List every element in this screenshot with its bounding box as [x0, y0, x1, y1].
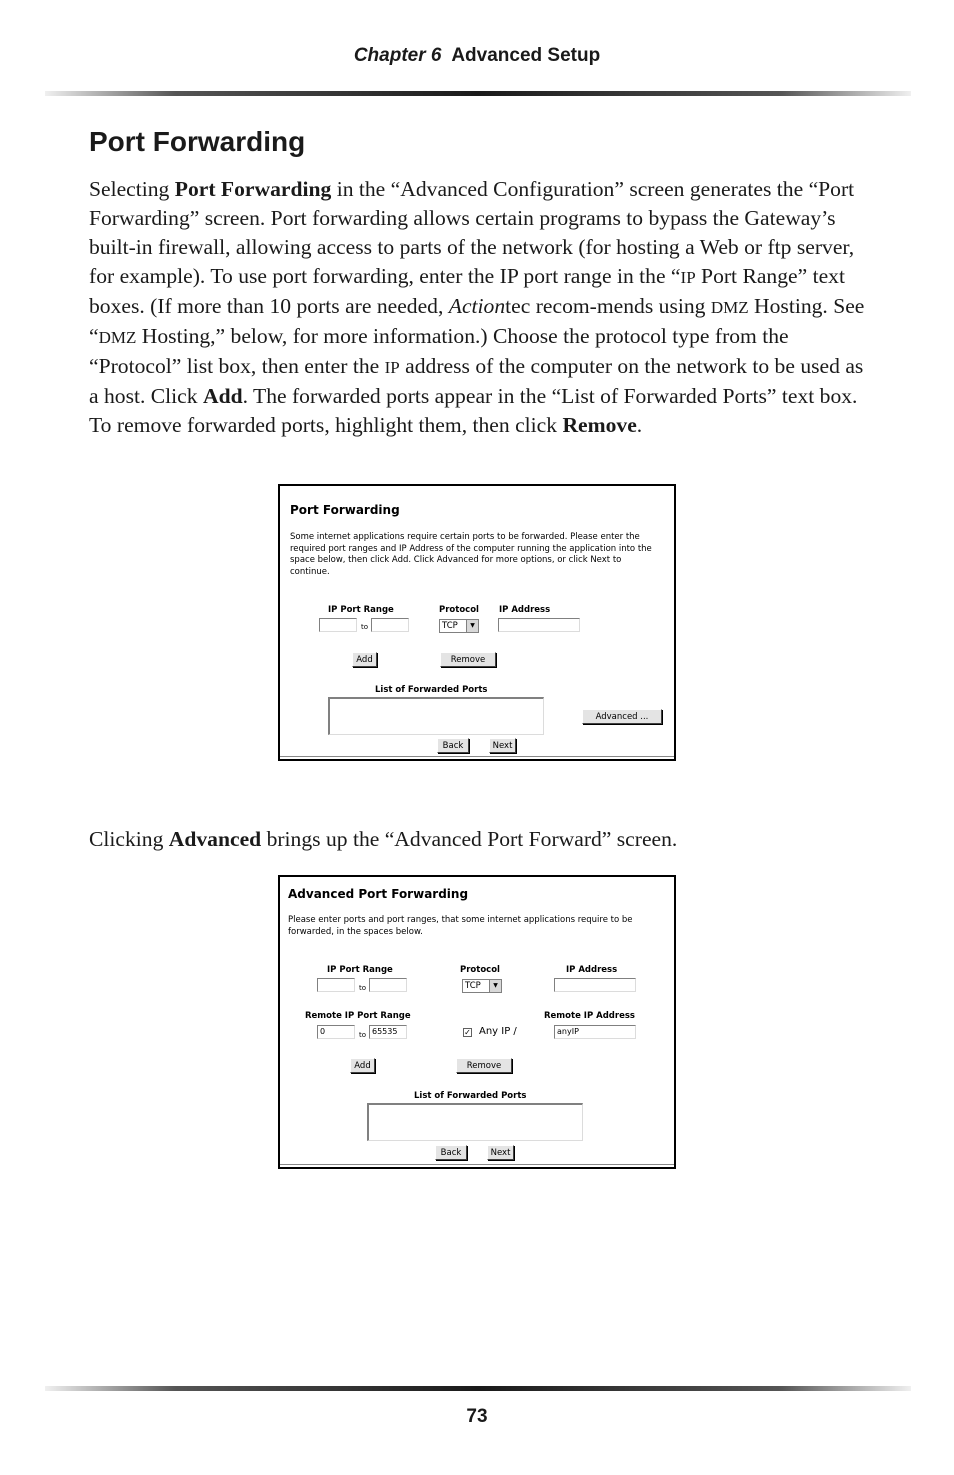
- screen-bottom-rule: [280, 1164, 674, 1165]
- port-start-input[interactable]: [319, 618, 357, 632]
- chapter-title: Advanced Setup: [451, 45, 601, 66]
- protocol-select[interactable]: TCP ▼: [462, 979, 502, 993]
- paragraph-3: Clicking Advanced brings up the “Advanced Port Forward” screen.: [89, 827, 678, 851]
- port-end-input[interactable]: [371, 618, 409, 632]
- chapter-label: Chapter 6: [353, 45, 442, 66]
- port-forwarding-screenshot: [278, 484, 676, 761]
- screen-description: Please enter ports and port ranges, that some internet applications require to be forwarded, in the spaces below.: [288, 915, 633, 937]
- next-button[interactable]: Next: [489, 738, 516, 753]
- port-start-input[interactable]: [317, 978, 355, 992]
- protocol-select[interactable]: TCP ▼: [439, 619, 479, 633]
- protocol-label: Protocol: [439, 605, 479, 615]
- protocol-label: Protocol: [460, 965, 500, 975]
- screen-description: Some internet applications require certain ports to be forwarded. Please enter the required port ranges and IP Address of the computer running the application into the space below, then click Add. Click Advanced for more options, or click Next to continue.: [290, 532, 652, 577]
- advanced-button[interactable]: Advanced ...: [582, 709, 662, 724]
- remove-button[interactable]: Remove: [440, 652, 496, 667]
- running-header: [0, 45, 954, 67]
- ip-address-input[interactable]: [498, 618, 580, 632]
- add-button[interactable]: Add: [352, 652, 377, 667]
- advanced-port-forwarding-screenshot: [278, 875, 676, 1169]
- remote-ip-input[interactable]: anyIP: [554, 1025, 636, 1039]
- screen-title: Advanced Port Forwarding: [288, 887, 469, 901]
- back-button[interactable]: Back: [437, 738, 469, 753]
- remove-button[interactable]: Remove: [456, 1058, 512, 1073]
- header-rule: [45, 91, 911, 96]
- footer-rule: [45, 1386, 911, 1391]
- add-button[interactable]: Add: [350, 1058, 375, 1073]
- remote-ip-label: Remote IP Address: [544, 1011, 635, 1021]
- chevron-down-icon: ▼: [489, 980, 501, 992]
- paragraph-1: Selecting Port Forwarding in the “Advanced Configuration” screen generates the “Port Forwarding” screen. Port forwarding allows certain programs to bypass the Gateway’s built-in firewall, allowing access to parts of the network (for hosting a Web or ftp server, for example). To use port forwarding, enter the IP port range in the “IP Port Range” text boxes. (If more than 10 ports are needed, Actiontec recom-mends using DMZ Hosting. See “DMZ Hosting,” below, for more information.) Choose the protocol type from the “Protocol” list box, then enter the IP address of the computer on the network to be used as a host. Click Add. The forwarded ports appear in the “List of Forwarded Ports” text box.: [89, 177, 865, 408]
- to-label: to: [359, 1031, 367, 1039]
- remote-port-range-label: Remote IP Port Range: [305, 1011, 411, 1021]
- body-paragraph: [89, 175, 869, 440]
- screen-bottom-rule: [280, 756, 674, 757]
- ip-port-range-label: IP Port Range: [327, 965, 393, 975]
- page-number: 73: [466, 1406, 488, 1427]
- ip-address-label: IP Address: [566, 965, 618, 975]
- forwarded-ports-label: List of Forwarded Ports: [414, 1091, 527, 1101]
- section-title: Port Forwarding: [89, 126, 306, 157]
- forwarded-ports-list[interactable]: [328, 697, 544, 735]
- to-label: to: [359, 984, 367, 992]
- next-button[interactable]: Next: [487, 1145, 514, 1160]
- to-label: to: [361, 623, 369, 631]
- forwarded-ports-label: List of Forwarded Ports: [375, 685, 488, 695]
- port-end-input[interactable]: [369, 978, 407, 992]
- any-ip-label: Any IP /: [479, 1026, 517, 1037]
- any-ip-checkbox[interactable]: ✓: [464, 1028, 471, 1037]
- screen-title: Port Forwarding: [290, 503, 400, 517]
- forwarded-ports-list[interactable]: [367, 1103, 583, 1141]
- back-button[interactable]: Back: [435, 1145, 467, 1160]
- ip-address-label: IP Address: [499, 605, 551, 615]
- body-paragraph-advanced: [89, 825, 869, 854]
- remote-port-start-input[interactable]: 0: [317, 1025, 355, 1039]
- ip-address-input[interactable]: [554, 978, 636, 992]
- remote-port-end-input[interactable]: 65535: [369, 1025, 407, 1039]
- paragraph-2: To remove forwarded ports, highlight them, then click Remove.: [89, 413, 643, 437]
- ip-port-range-label: IP Port Range: [328, 605, 394, 615]
- chevron-down-icon: ▼: [466, 620, 478, 632]
